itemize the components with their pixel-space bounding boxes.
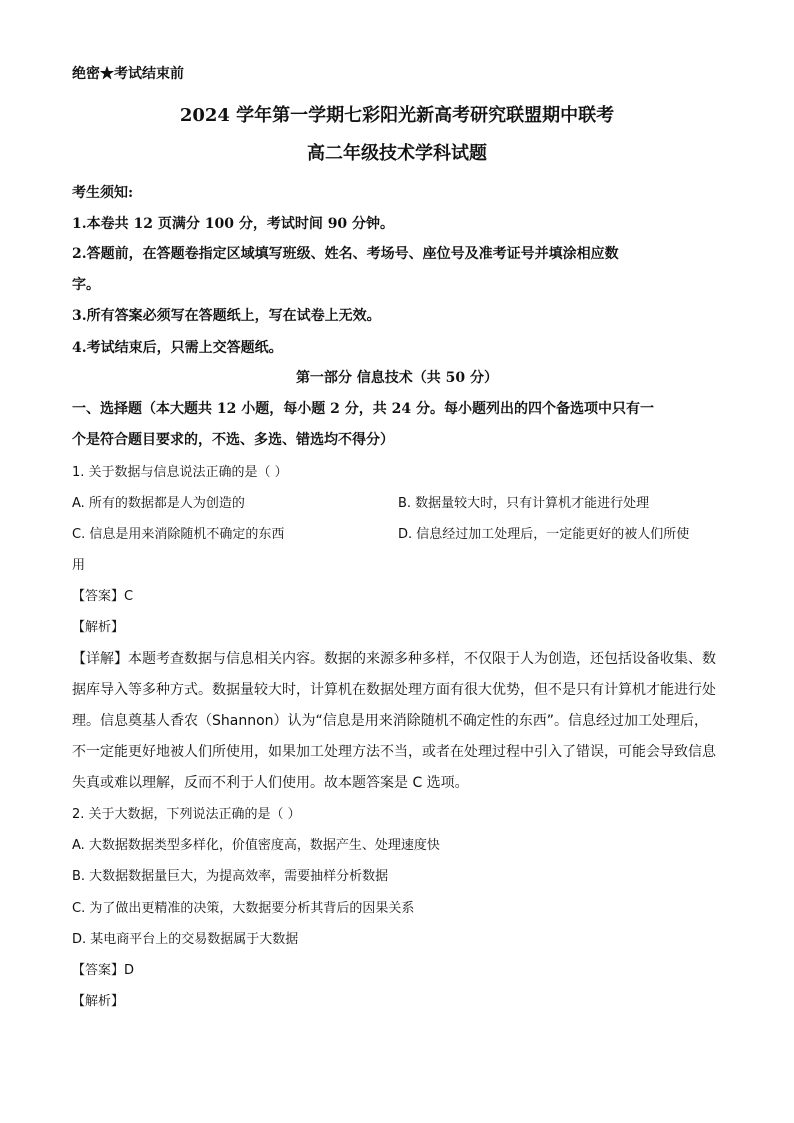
notice-item-4: 4.考试结束后，只需上交答题纸。 <box>72 340 283 356</box>
question-2-option-b: B. 大数据数据量巨大，为提高效率，需要抽样分析数据 <box>72 869 389 884</box>
exam-title: 2024 学年第一学期七彩阳光新高考研究联盟期中联考 <box>179 105 615 126</box>
notice-item-2-cont: 字。 <box>72 277 100 293</box>
notice-heading: 考生须知: <box>72 185 134 201</box>
notice-item-1: 1.本卷共 12 页满分 100 分，考试时间 90 分钟。 <box>72 216 395 232</box>
question-2-analysis-label: 【解析】 <box>72 994 125 1009</box>
question-1-stem: 1. 关于数据与信息说法正确的是（ ） <box>72 465 288 480</box>
section-heading: 一、选择题（本大题共 12 小题，每小题 2 分，共 24 分。每小题列出的四个备选项中只有一 <box>72 401 654 417</box>
question-2-option-c: C. 为了做出更精准的决策，大数据要分析其背后的因果关系 <box>72 901 415 916</box>
question-2-stem: 2. 关于大数据，下列说法正确的是（ ） <box>72 807 301 822</box>
question-1-option-b: B. 数据量较大时，只有计算机才能进行处理 <box>398 496 650 511</box>
notice-item-2: 2.答题前，在答题卷指定区域填写班级、姓名、考场号、座位号及准考证号并填涂相应数 <box>72 246 619 262</box>
notice-item-3: 3.所有答案必须写在答题纸上，写在试卷上无效。 <box>72 308 381 324</box>
part-heading: 第一部分 信息技术（共 50 分） <box>295 370 499 386</box>
question-1-analysis-label: 【解析】 <box>72 620 125 635</box>
question-2-answer: 【答案】D <box>72 963 135 978</box>
question-2-option-a: A. 大数据数据类型多样化，价值密度高，数据产生、处理速度快 <box>72 838 440 853</box>
exam-subtitle: 高二年级技术学科试题 <box>307 143 487 164</box>
question-1-option-a: A. 所有的数据都是人为创造的 <box>72 496 245 511</box>
question-1-option-d-cont: 用 <box>72 558 86 573</box>
confidential-label: 绝密★考试结束前 <box>72 66 184 82</box>
question-1-explanation: 【详解】本题考查数据与信息相关内容。数据的来源多种多样，不仅限于人为创造，还包括设备收集、数据库导入等多种方式。数据量较大时，计算机在数据处理方面有很大优势，但不是只有计算机才能进行处理。信息奠基人香农（Shannon）认为“信息是用来消除随机不确定性的东西”。信息经过加工处理后，不一定能更好地被人们所使用，如果加工处理方法不当，或者在处理过程中引入了错误，可能会导致信息失真或难以理解，反而不利于人们使用。故本题答案是 C 选项。 <box>72 651 716 791</box>
question-1-answer: 【答案】C <box>72 589 134 604</box>
question-2-option-d: D. 某电商平台上的交易数据属于大数据 <box>72 932 299 947</box>
question-1-option-c: C. 信息是用来消除随机不确定的东西 <box>72 527 285 542</box>
section-heading-cont: 个是符合题目要求的，不选、多选、错选均不得分） <box>72 432 394 448</box>
question-1-option-d: D. 信息经过加工处理后，一定能更好的被人们所使 <box>398 527 690 542</box>
